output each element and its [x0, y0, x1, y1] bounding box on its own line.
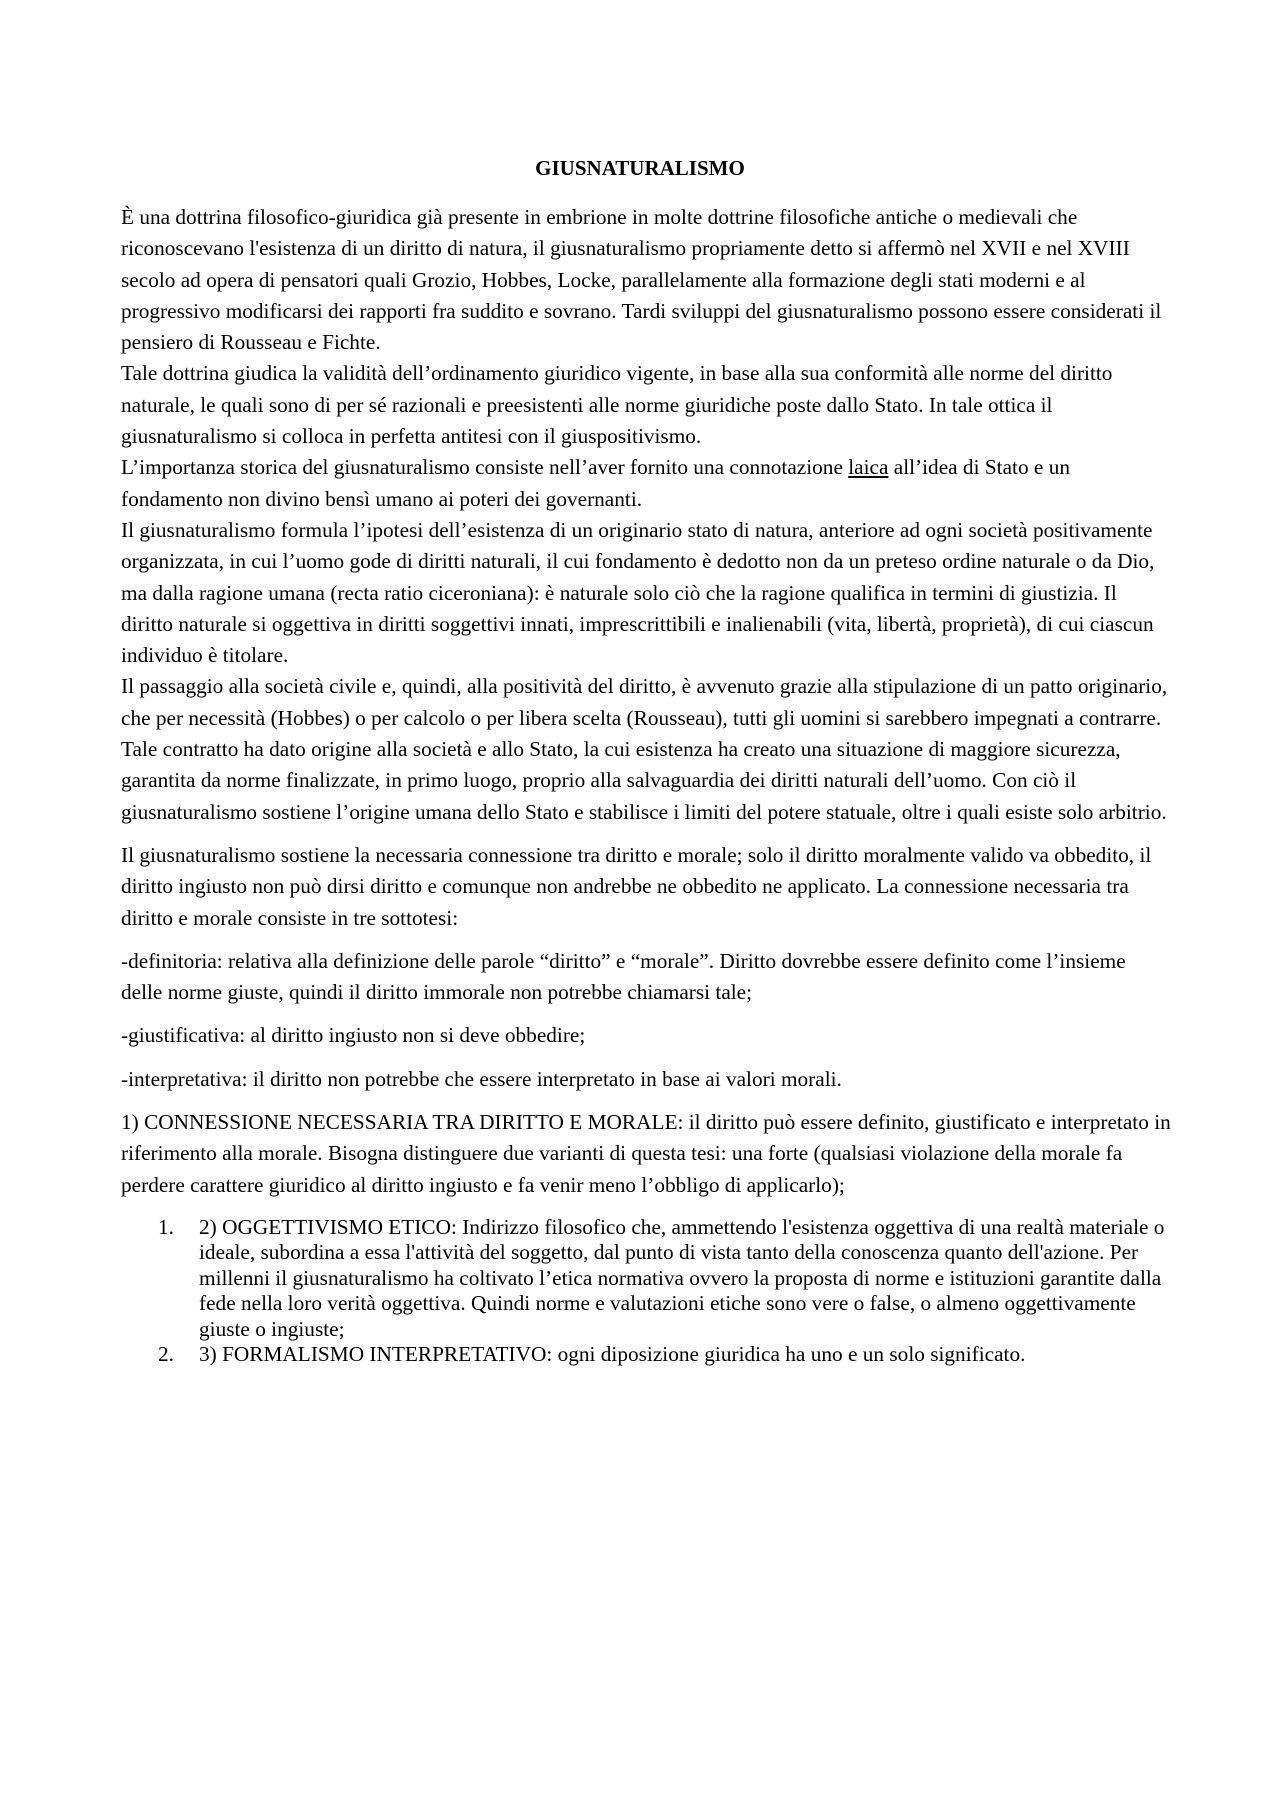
- list-item-text: 2) OGGETTIVISMO ETICO: Indirizzo filosofico che, ammettendo l'esistenza oggettiva di una realtà materiale o ideale, subordina a essa l'attività del soggetto, dal punto di vista tanto della conoscenza quanto dell'azione. Per millenni il giusnaturalismo ha coltivato l’etica normativa ovvero la proposta di norme e istituzioni garantite dalla fede nella loro verità oggettiva. Quindi norme e valutazioni etiche sono vere o false, o almeno oggettivamente giuste o ingiuste;: [199, 1214, 1165, 1341]
- numbered-list: [121, 1215, 1171, 1368]
- paragraph-historical-importance: [121, 452, 1171, 515]
- list-item: [121, 1342, 1171, 1368]
- paragraph-connessione-necessaria: 1) CONNESSIONE NECESSARIA TRA DIRITTO E MORALE: il diritto può essere definito, giustificato e interpretato in riferimento alla morale. Bisogna distinguere due varianti di questa tesi: una forte (qualsiasi violazione della morale fa perdere carattere giuridico al diritto ingiusto e fa venir meno l’obbligo di applicarlo);: [121, 1110, 1171, 1197]
- paragraph-text-part: L’importanza storica del giusnaturalismo consiste nell’aver fornito una connotazione: [121, 455, 849, 480]
- paragraph-interpretativa: -interpretativa: il diritto non potrebbe che essere interpretato in base ai valori morali.: [121, 1066, 842, 1091]
- paragraph-state-of-nature: Il giusnaturalismo formula l’ipotesi dell’esistenza di un originario stato di natura, anteriore ad ogni società positivamente organizzata, in cui l’uomo gode di diritti naturali, il cui fondamento è dedotto non da un preteso ordine naturale o da Dio, ma dalla ragione umana (recta ratio ciceroniana): è naturale solo ciò che la ragione qualifica in termini di giustizia. Il diritto naturale si oggettiva in diritti soggettivi innati, imprescrittibili e inalienabili (vita, libertà, proprietà), di cui ciascun individuo è titolare.: [121, 517, 1155, 668]
- paragraph-text-part: all’idea di Stato e un fondamento non divino bensì umano ai poteri dei governanti.: [121, 455, 1071, 511]
- paragraph-validity: Tale dottrina giudica la validità dell’ordinamento giuridico vigente, in base alla sua conformità alle norme del diritto naturale, le quali sono di per sé razionali e preesistenti alle norme giuridiche poste dallo Stato. In tale ottica il giusnaturalismo si colloca in perfetta antitesi con il giuspositivismo.: [121, 361, 1113, 449]
- document-title: GIUSNATURALISMO: [535, 156, 745, 180]
- underlined-word: laica: [848, 455, 889, 480]
- paragraph-intro: È una dottrina filosofico-giuridica già presente in embrione in molte dottrine filosofiche antiche o medievali che riconoscevano l'esistenza di un diritto di natura, il giusnaturalismo propriamente detto si affermò nel XVII e nel XVIII secolo ad opera di pensatori quali Grozio, Hobbes, Locke, parallelamente alla formazione degli stati moderni e al progressivo modificarsi dei rapporti fra suddito e sovrano. Tardi sviluppi del giusnaturalismo possono essere considerati il pensiero di Rousseau e Fichte.: [121, 205, 1162, 355]
- paragraph-definitoria: -definitoria: relativa alla definizione delle parole “diritto” e “morale”. Diritto dovrebbe essere definito come l’insieme delle norme giuste, quindi il diritto immorale non potrebbe chiamarsi tale;: [121, 948, 1126, 1005]
- paragraph-giustificativa: -giustificativa: al diritto ingiusto non si deve obbedire;: [121, 1023, 586, 1048]
- list-item-text: 3) FORMALISMO INTERPRETATIVO: ogni diposizione giuridica ha uno e un solo significato.: [199, 1342, 1026, 1367]
- document-body: [121, 202, 1171, 1368]
- list-item-number: 1.: [158, 1214, 174, 1239]
- paragraph-civil-society: Il passaggio alla società civile e, quindi, alla positività del diritto, è avvenuto grazie alla stipulazione di un patto originario, che per necessità (Hobbes) o per calcolo o per libera scelta (Rousseau), tutti gli uomini si sarebbero impegnati a contrarre. Tale contratto ha dato origine alla società e allo Stato, la cui esistenza ha creato una situazione di maggiore sicurezza, garantita da norme finalizzate, in primo luogo, proprio alla salvaguardia dei diritti naturali dell’uomo. Con ciò il giusnaturalismo sostiene l’origine umana dello Stato e stabilisce i limiti del potere statuale, oltre i quali esiste solo arbitrio.: [121, 674, 1168, 824]
- list-item: [121, 1215, 1171, 1343]
- paragraph-law-and-morality: Il giusnaturalismo sostiene la necessaria connessione tra diritto e morale; solo il diritto moralmente valido va obbedito, il diritto ingiusto non può dirsi diritto e comunque non andrebbe ne obbedito ne applicato. La connessione necessaria tra diritto e morale consiste in tre sottotesi:: [121, 842, 1152, 930]
- list-item-number: 2.: [158, 1342, 174, 1367]
